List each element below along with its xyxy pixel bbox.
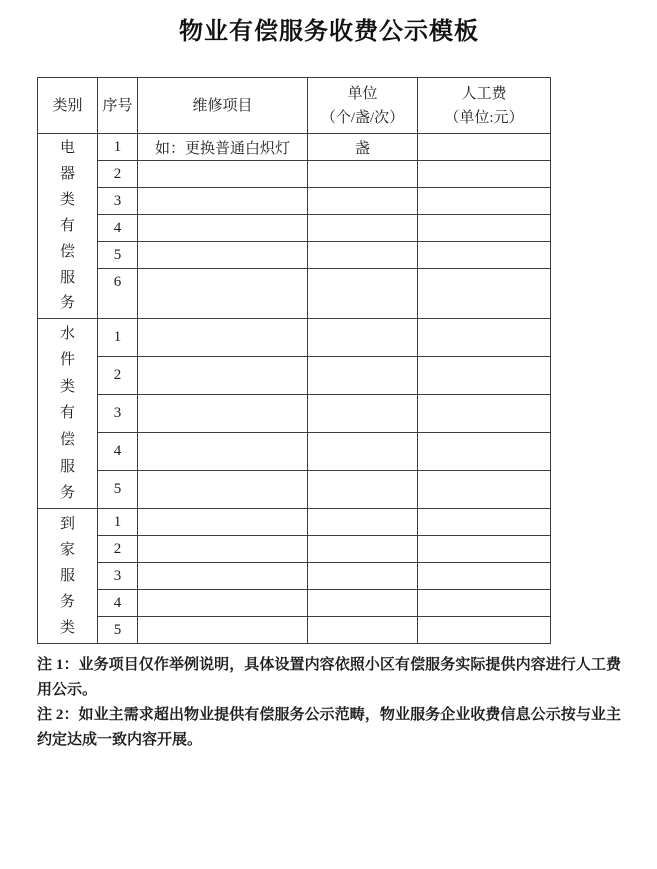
index-cell: 2 bbox=[98, 161, 138, 188]
table-row bbox=[38, 161, 551, 188]
item-cell bbox=[138, 319, 308, 357]
index-cell: 4 bbox=[98, 433, 138, 471]
unit-cell bbox=[308, 563, 418, 590]
unit-cell bbox=[308, 269, 418, 319]
item-cell bbox=[138, 433, 308, 471]
fee-cell bbox=[418, 395, 551, 433]
unit-cell bbox=[308, 161, 418, 188]
item-cell bbox=[138, 215, 308, 242]
category-cell bbox=[38, 319, 98, 509]
unit-cell bbox=[308, 215, 418, 242]
category-char: 类 bbox=[59, 192, 75, 209]
item-cell bbox=[138, 269, 308, 319]
unit-cell: 盏 bbox=[308, 134, 418, 161]
table-row bbox=[38, 188, 551, 215]
header-row bbox=[38, 78, 551, 134]
fee-cell bbox=[418, 433, 551, 471]
unit-cell bbox=[308, 433, 418, 471]
index-cell: 2 bbox=[98, 536, 138, 563]
table-row bbox=[38, 357, 551, 395]
index-cell: 5 bbox=[98, 242, 138, 269]
category-char: 水 bbox=[59, 325, 75, 342]
table-row bbox=[38, 319, 551, 357]
fee-cell bbox=[418, 134, 551, 161]
table-row bbox=[38, 395, 551, 433]
header-cell-unit bbox=[308, 78, 418, 134]
item-cell bbox=[138, 509, 308, 536]
index-cell: 3 bbox=[98, 395, 138, 433]
item-cell bbox=[138, 242, 308, 269]
category-char: 服 bbox=[59, 458, 75, 475]
table-row bbox=[38, 134, 551, 161]
table-row bbox=[38, 242, 551, 269]
index-cell: 2 bbox=[98, 357, 138, 395]
index-cell: 3 bbox=[98, 563, 138, 590]
category-char: 服 bbox=[59, 567, 75, 584]
fee-cell bbox=[418, 617, 551, 644]
item-cell bbox=[138, 563, 308, 590]
category-char: 有 bbox=[59, 405, 75, 422]
header-cell-category bbox=[38, 78, 98, 134]
header-index-label: 序号 bbox=[102, 97, 133, 114]
table-row bbox=[38, 536, 551, 563]
unit-cell bbox=[308, 509, 418, 536]
fee-cell bbox=[418, 319, 551, 357]
item-cell bbox=[138, 188, 308, 215]
unit-cell bbox=[308, 617, 418, 644]
table-row bbox=[38, 471, 551, 509]
category-char: 件 bbox=[59, 352, 75, 369]
category-cell bbox=[38, 134, 98, 319]
fee-cell bbox=[418, 536, 551, 563]
header-item-label: 维修项目 bbox=[192, 97, 253, 114]
category-char: 器 bbox=[59, 166, 75, 183]
index-cell: 1 bbox=[98, 319, 138, 357]
category-char: 到 bbox=[59, 515, 75, 532]
fee-cell bbox=[418, 242, 551, 269]
table-row bbox=[38, 617, 551, 644]
index-cell: 1 bbox=[98, 509, 138, 536]
index-cell: 6 bbox=[98, 269, 138, 319]
table-row bbox=[38, 563, 551, 590]
unit-cell bbox=[308, 319, 418, 357]
item-cell: 如：更换普通白炽灯 bbox=[138, 134, 308, 161]
item-cell bbox=[138, 590, 308, 617]
fee-table bbox=[37, 77, 551, 644]
unit-cell bbox=[308, 590, 418, 617]
fee-cell bbox=[418, 215, 551, 242]
category-char: 电 bbox=[59, 140, 75, 157]
fee-cell bbox=[418, 590, 551, 617]
fee-cell bbox=[418, 471, 551, 509]
item-cell bbox=[138, 395, 308, 433]
unit-cell bbox=[308, 395, 418, 433]
table-row bbox=[38, 509, 551, 536]
index-cell: 4 bbox=[98, 215, 138, 242]
item-cell bbox=[138, 536, 308, 563]
category-label bbox=[38, 321, 97, 507]
index-cell: 5 bbox=[98, 471, 138, 509]
index-cell: 3 bbox=[98, 188, 138, 215]
table-row bbox=[38, 269, 551, 319]
note-1: 注 1：业务项目仅作举例说明，具体设置内容依照小区有偿服务实际提供内容进行人工费用公示。 bbox=[37, 657, 621, 698]
fee-table-body bbox=[38, 134, 551, 644]
notes bbox=[37, 653, 621, 753]
item-cell bbox=[138, 617, 308, 644]
unit-cell bbox=[308, 242, 418, 269]
category-char: 务 bbox=[59, 594, 75, 611]
note-2: 注 2：如业主需求超出物业提供有偿服务公示范畴，物业服务企业收费信息公示按与业主约定达成一致内容开展。 bbox=[37, 707, 621, 748]
header-fee-label-line1: 人工费 bbox=[461, 85, 507, 102]
fee-cell bbox=[418, 188, 551, 215]
table-row bbox=[38, 590, 551, 617]
item-cell bbox=[138, 161, 308, 188]
category-cell bbox=[38, 509, 98, 644]
item-cell bbox=[138, 471, 308, 509]
fee-cell bbox=[418, 563, 551, 590]
category-char: 偿 bbox=[59, 243, 75, 260]
page-title: 物业有偿服务收费公示模板 bbox=[179, 19, 479, 45]
fee-cell bbox=[418, 357, 551, 395]
unit-cell bbox=[308, 536, 418, 563]
category-label bbox=[38, 136, 97, 317]
index-cell: 1 bbox=[98, 134, 138, 161]
category-char: 有 bbox=[59, 217, 75, 234]
header-unit-label-line1: 单位 bbox=[347, 85, 378, 102]
table-row bbox=[38, 433, 551, 471]
header-unit-label-line2: （个/盏/次） bbox=[320, 109, 405, 126]
header-cell-fee bbox=[418, 78, 551, 134]
unit-cell bbox=[308, 188, 418, 215]
unit-cell bbox=[308, 471, 418, 509]
fee-cell bbox=[418, 161, 551, 188]
category-char: 类 bbox=[59, 620, 75, 637]
unit-cell bbox=[308, 357, 418, 395]
fee-table-header bbox=[38, 78, 551, 134]
fee-cell bbox=[418, 269, 551, 319]
header-category-label: 类别 bbox=[52, 97, 83, 114]
category-char: 务 bbox=[59, 485, 75, 502]
category-char: 务 bbox=[59, 295, 75, 312]
category-label bbox=[38, 511, 97, 642]
header-cell-item bbox=[138, 78, 308, 134]
item-cell bbox=[138, 357, 308, 395]
index-cell: 4 bbox=[98, 590, 138, 617]
category-char: 服 bbox=[59, 269, 75, 286]
category-char: 家 bbox=[59, 541, 75, 558]
header-fee-label-line2: （单位:元） bbox=[444, 109, 524, 126]
header-cell-index bbox=[98, 78, 138, 134]
fee-cell bbox=[418, 509, 551, 536]
table-row bbox=[38, 215, 551, 242]
category-char: 偿 bbox=[59, 432, 75, 449]
index-cell: 5 bbox=[98, 617, 138, 644]
category-char: 类 bbox=[59, 378, 75, 395]
